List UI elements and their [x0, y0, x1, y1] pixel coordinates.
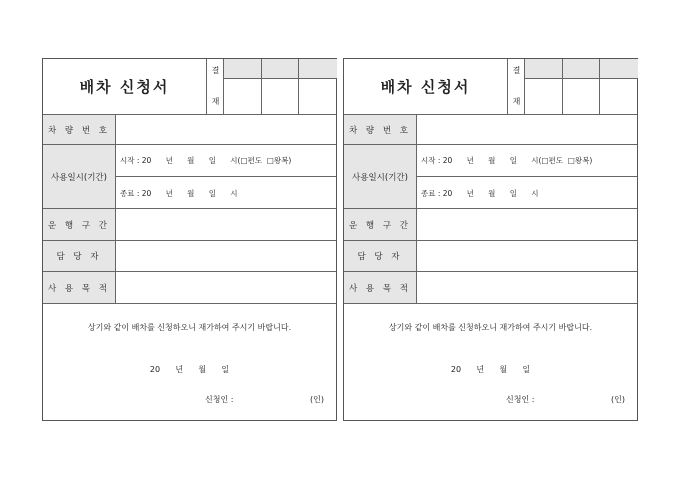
manager-row — [43, 241, 336, 272]
approval-cell[interactable] — [224, 59, 261, 114]
form-header — [344, 59, 637, 115]
vehicle-number-label: 차 량 번 호 — [43, 115, 116, 144]
purpose-label: 사 용 목 적 — [43, 272, 116, 303]
usage-period-label: 사용일시(기간) — [344, 145, 417, 208]
usage-period-row — [344, 145, 637, 209]
approval-block — [508, 59, 637, 114]
approval-label-top: 결 — [211, 66, 220, 75]
dispatch-request-form-right — [343, 58, 638, 421]
manager-row — [344, 241, 637, 272]
applicant-label: 신청인 : — [205, 395, 234, 404]
approval-cell[interactable] — [298, 59, 337, 114]
approval-label-top: 결 — [512, 66, 521, 75]
dispatch-request-form-left — [42, 58, 337, 421]
vehicle-number-row — [43, 115, 336, 145]
approval-cell[interactable] — [599, 59, 638, 114]
seal-label: (인) — [310, 395, 324, 404]
approval-signature-cells — [525, 59, 637, 114]
approval-label-bottom: 재 — [512, 97, 521, 106]
route-row — [344, 209, 637, 241]
approval-label-bottom: 재 — [211, 97, 220, 106]
purpose-row — [344, 272, 637, 304]
request-date: 20 년 월 일 — [450, 365, 531, 374]
vehicle-number-label: 차 량 번 호 — [344, 115, 417, 144]
route-label: 운 행 구 간 — [344, 209, 417, 240]
usage-period-row — [43, 145, 336, 209]
start-time-line[interactable]: 시작 : 20 년 월 일 시(□편도 □왕복) — [417, 145, 637, 177]
purpose-row — [43, 272, 336, 304]
start-time-line[interactable]: 시작 : 20 년 월 일 시(□편도 □왕복) — [116, 145, 336, 177]
form-header — [43, 59, 336, 115]
seal-label: (인) — [611, 395, 625, 404]
manager-label: 담 당 자 — [344, 241, 417, 271]
end-time-line[interactable]: 종료 : 20 년 월 일 시 — [421, 188, 539, 198]
route-row — [43, 209, 336, 241]
request-statement: 상기와 같이 배차를 신청하오니 재가하여 주시기 바랍니다. — [388, 323, 593, 332]
approval-cell[interactable] — [562, 59, 599, 114]
route-label: 운 행 구 간 — [43, 209, 116, 240]
manager-label: 담 당 자 — [43, 241, 116, 271]
purpose-label: 사 용 목 적 — [344, 272, 417, 303]
approval-label — [508, 59, 525, 114]
approval-cell[interactable] — [261, 59, 298, 114]
applicant-label: 신청인 : — [506, 395, 535, 404]
form-title: 배차 신청서 — [344, 59, 508, 114]
approval-label — [207, 59, 224, 114]
usage-period-label: 사용일시(기간) — [43, 145, 116, 208]
end-time-line[interactable]: 종료 : 20 년 월 일 시 — [120, 188, 238, 198]
vehicle-number-row — [344, 115, 637, 145]
form-title: 배차 신청서 — [43, 59, 207, 114]
request-statement: 상기와 같이 배차를 신청하오니 재가하여 주시기 바랍니다. — [87, 323, 292, 332]
approval-block — [207, 59, 336, 114]
request-date: 20 년 월 일 — [149, 365, 230, 374]
approval-cell[interactable] — [525, 59, 562, 114]
approval-signature-cells — [224, 59, 336, 114]
